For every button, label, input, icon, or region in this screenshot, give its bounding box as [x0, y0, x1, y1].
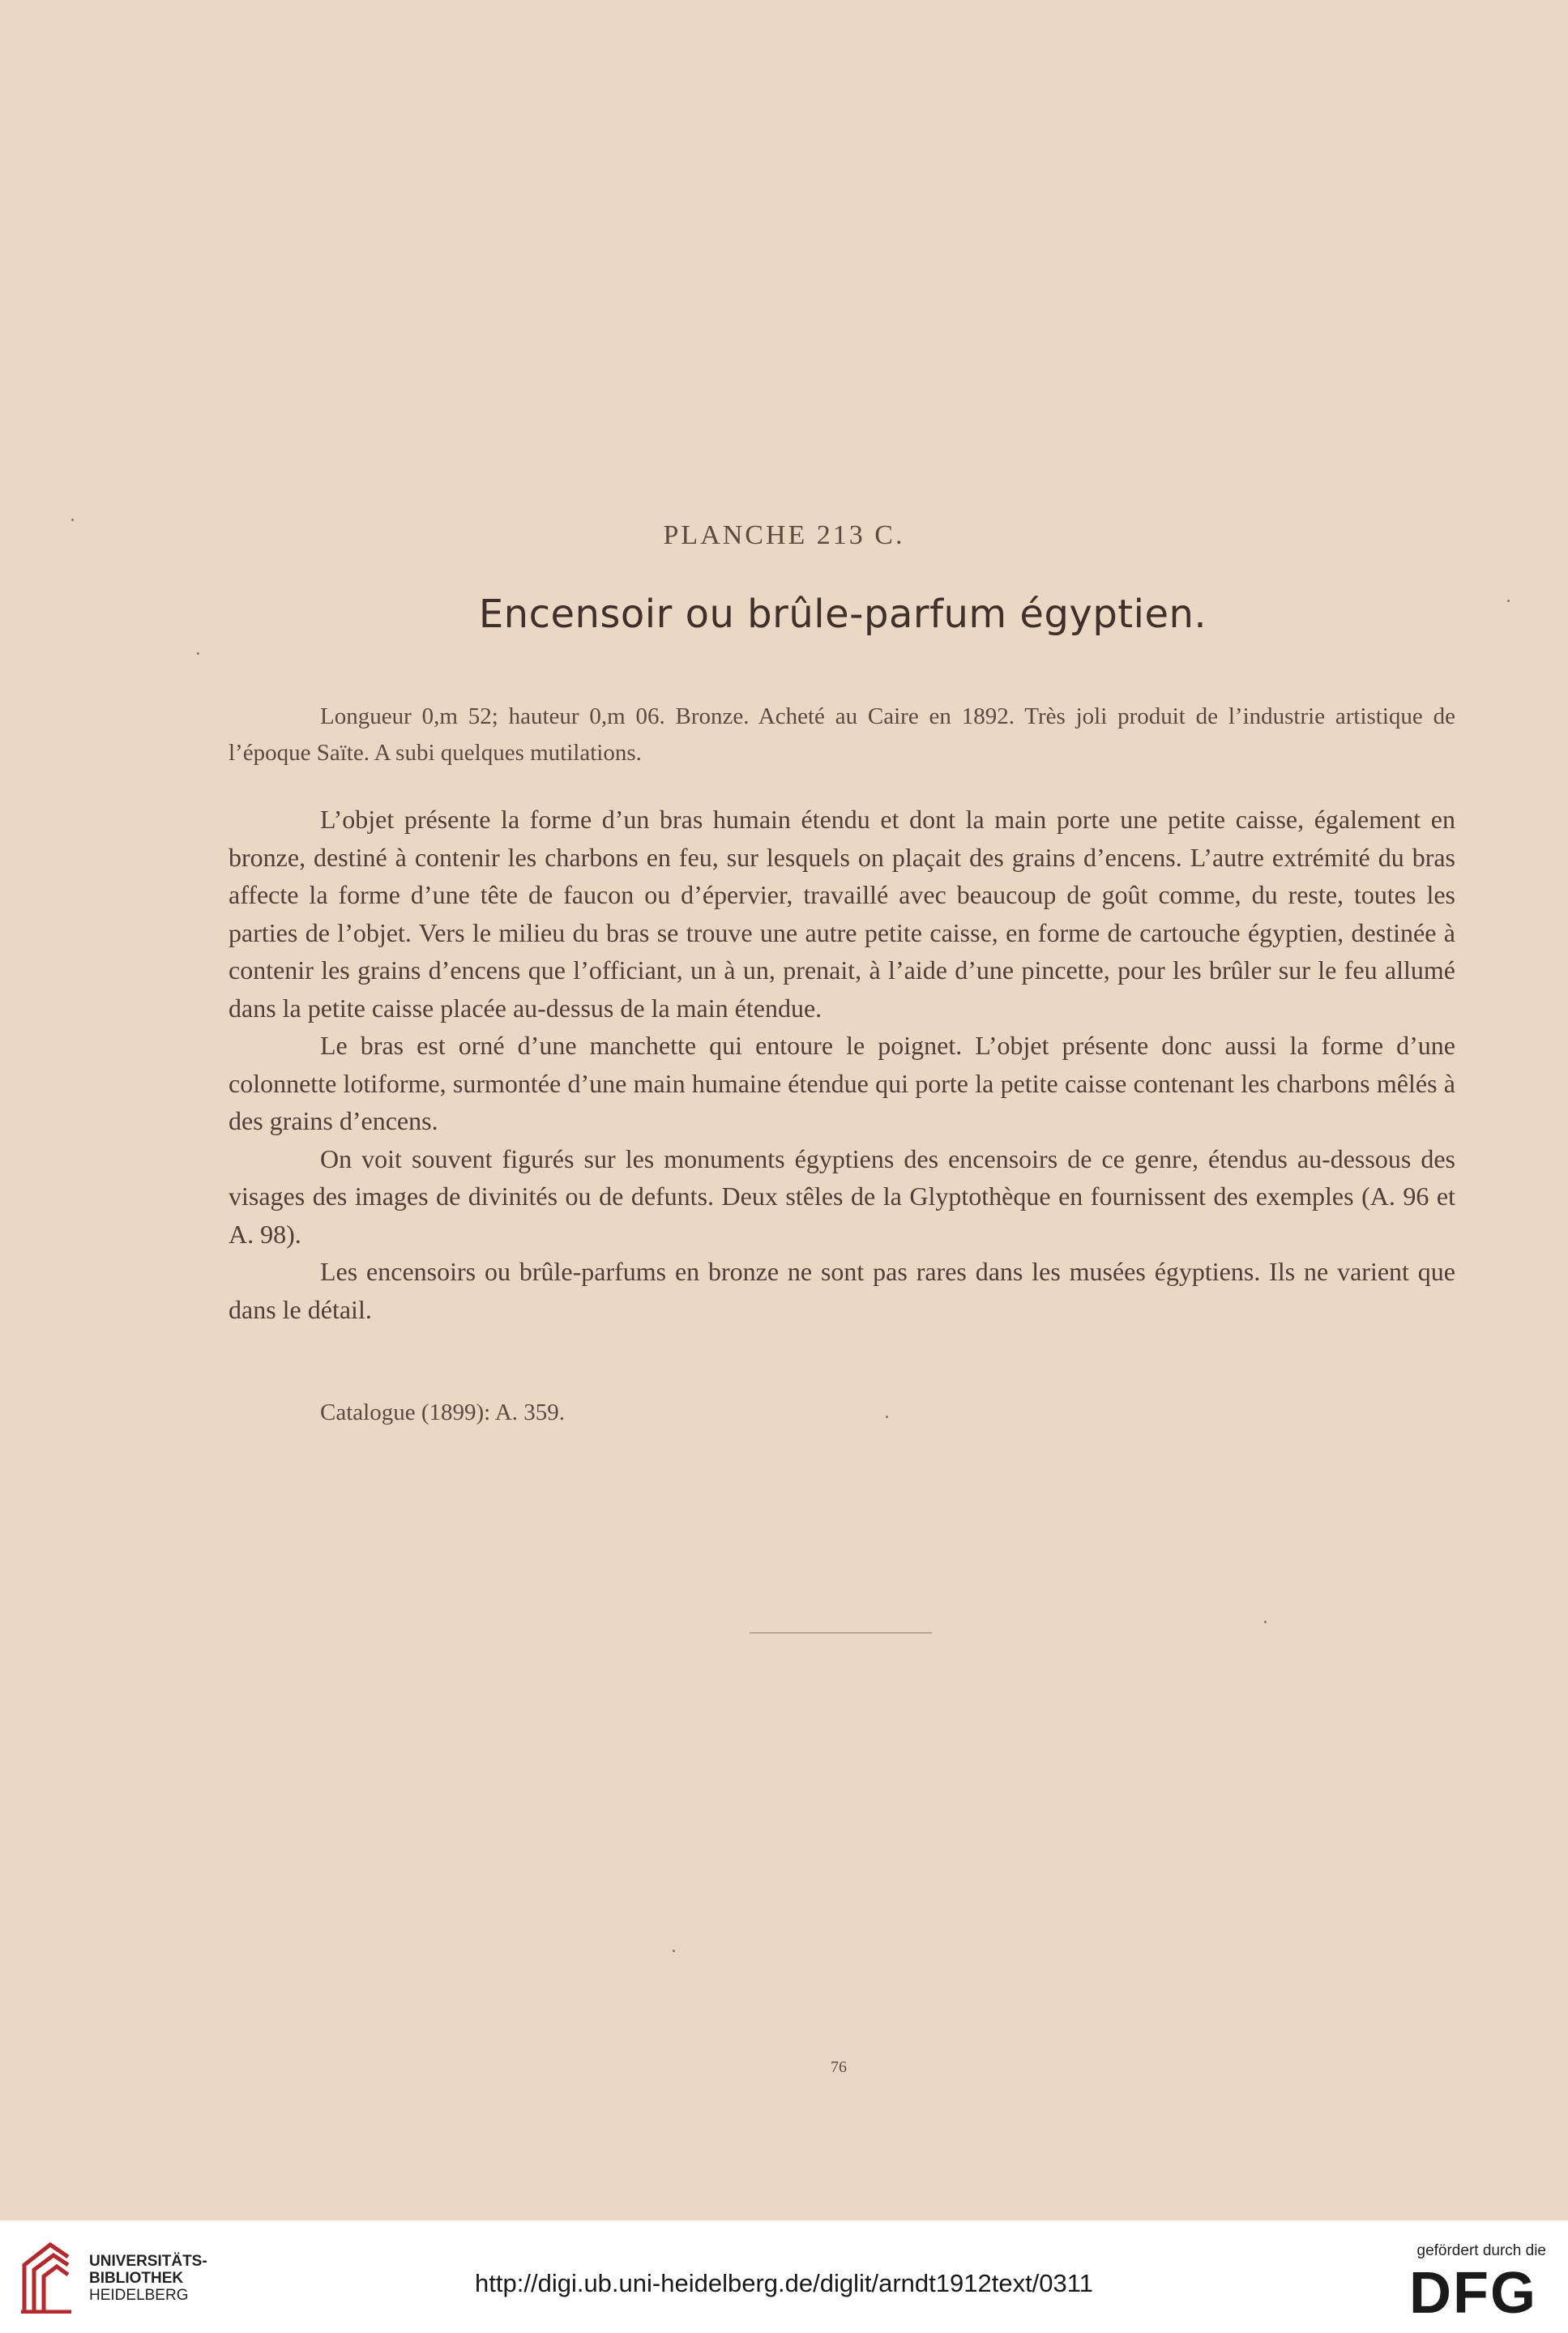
- page-number: 76: [831, 2058, 847, 2076]
- dfg-logo-icon: [1401, 2266, 1545, 2318]
- paper-speck: [673, 1950, 675, 1952]
- object-metadata: Longueur 0,m 52; hauteur 0,m 06. Bronze. Acheté au Caire en 1892. Très joli produit de l’industrie artistique de l’époque Saïte. A subi quelques mutilations.: [229, 703, 1455, 766]
- paragraph: Le bras est orné d’une manchette qui entoure le poignet. L’objet présente donc aussi la forme d’une colonnette lotiforme, surmontée d’une main humaine étendue qui porte la petite caisse contenant les charbons mêlés à des grains d’encens.: [229, 1031, 1455, 1135]
- paper-speck: [197, 652, 199, 655]
- paper-speck: [1507, 600, 1510, 602]
- paper-speck: [71, 519, 74, 521]
- library-name-line: HEIDELBERG: [89, 2287, 189, 2304]
- paragraph: L’objet présente la forme d’un bras humain étendu et dont la main porte une petite caisse, également en bronze, destiné à contenir les charbons en feu, sur lesquels on plaçait des grains d’encens. L’autre extrémité du bras affecte la forme d’une tête de faucon ou d’épervier, travaillé avec beaucoup de goût comme, du reste, toutes les parties de l’objet. Vers le milieu du bras se trouve une autre petite caisse, en forme de cartouche égyptien, destinée à contenir les grains d’encens que l’officiant, un à un, prenait, à l’aide d’une pincette, pour les brûler sur le feu allumé dans la petite caisse placée au-dessus de la main étendue.: [229, 805, 1455, 1023]
- paper-speck: [886, 1416, 888, 1418]
- section-divider: [750, 1632, 932, 1634]
- library-name-line: UNIVERSITÄTS-: [89, 2253, 207, 2270]
- plate-heading: PLANCHE 213 C.: [663, 520, 905, 550]
- paragraph: Les encensoirs ou brûle-parfums en bronze ne sont pas rares dans les musées égyptiens. Ils ne varient que dans le détail.: [229, 1257, 1455, 1324]
- permalink-url[interactable]: http://digi.ub.uni-heidelberg.de/diglit/arndt1912text/0311: [475, 2269, 1093, 2297]
- funding-caption: gefördert durch die: [1416, 2242, 1546, 2259]
- dfg-wordmark: DFG: [1409, 2266, 1537, 2318]
- paragraph: On voit souvent figurés sur les monuments égyptiens des encensoirs de ce genre, étendus au-dessous des visages des images de divinités ou de defunts. Deux stêles de la Glyptothèque en fournissent des exemples (A. 96 et A. 98).: [229, 1143, 1455, 1249]
- catalogue-reference: Catalogue (1899): A. 359.: [320, 1399, 566, 1425]
- page-title: Encensoir ou brûle-parfum égyptien.: [478, 592, 1207, 637]
- description-body: [229, 801, 1455, 1328]
- paper-speck: [1264, 1621, 1267, 1623]
- library-name-line: BIBLIOTHEK: [89, 2270, 184, 2287]
